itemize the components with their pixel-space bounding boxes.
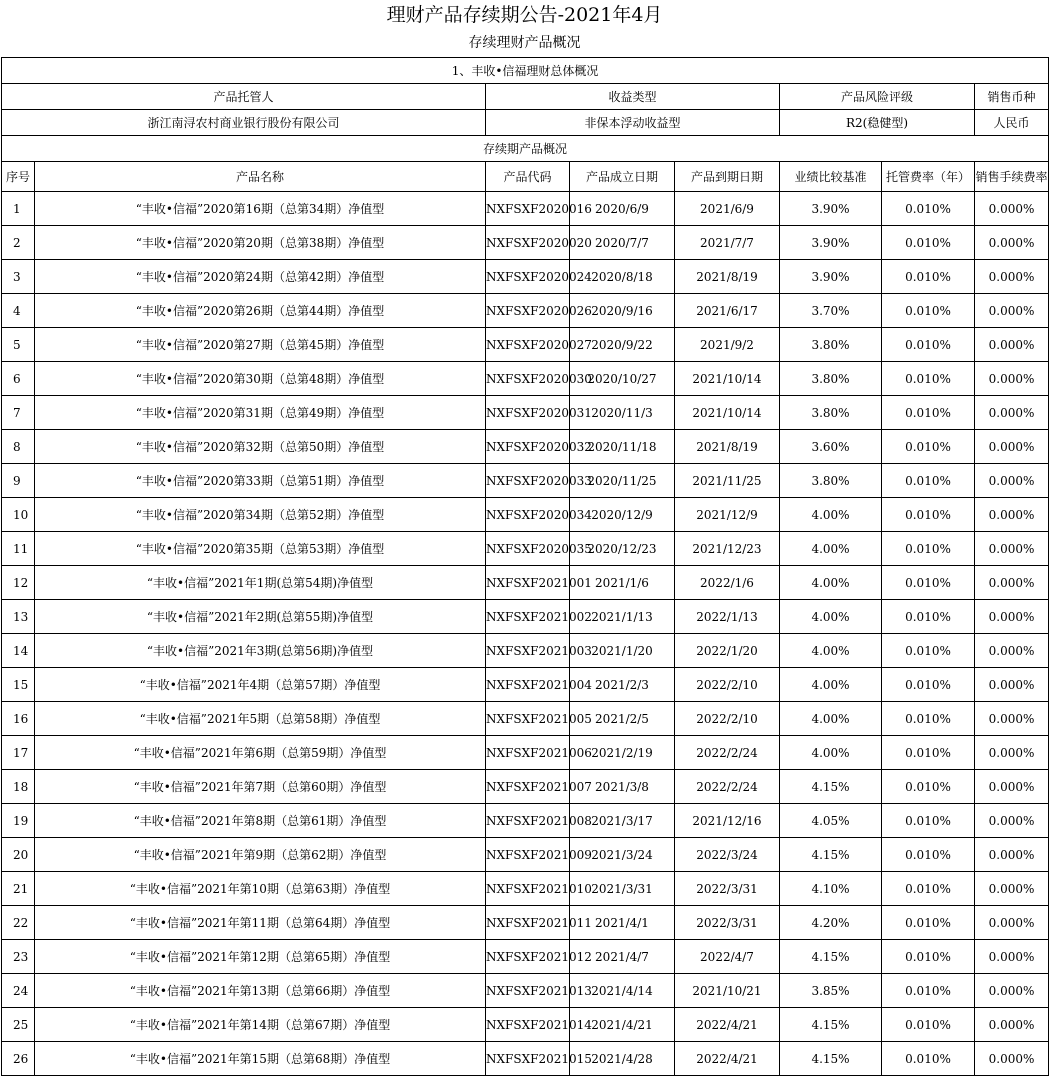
row-index: 3	[2, 260, 35, 294]
start-date: 2020/8/18	[570, 260, 675, 294]
maturity-date: 2021/8/19	[675, 260, 780, 294]
product-name: “丰收•信福”2020第20期（总第38期）净值型	[35, 226, 486, 260]
table-row	[2, 566, 1049, 600]
start-date: 2021/3/8	[570, 770, 675, 804]
product-code: NXFSXF2020035	[486, 532, 570, 566]
product-code: NXFSXF2021004	[486, 668, 570, 702]
benchmark-rate: 4.20%	[780, 906, 882, 940]
custody-fee: 0.010%	[882, 396, 975, 430]
start-date: 2020/9/22	[570, 328, 675, 362]
benchmark-rate: 4.05%	[780, 804, 882, 838]
table-row	[2, 804, 1049, 838]
sales-fee: 0.000%	[975, 974, 1049, 1008]
custody-fee: 0.010%	[882, 430, 975, 464]
start-date: 2021/4/14	[570, 974, 675, 1008]
income-type-header: 收益类型	[486, 84, 780, 110]
custody-fee: 0.010%	[882, 906, 975, 940]
maturity-date: 2022/4/21	[675, 1042, 780, 1076]
product-table	[1, 57, 1049, 1076]
product-code: NXFSXF2021008	[486, 804, 570, 838]
table-row	[2, 736, 1049, 770]
column-header: 销售手续费率	[975, 162, 1049, 192]
column-header: 产品到期日期	[675, 162, 780, 192]
products-section-title: 存续期产品概况	[2, 136, 1049, 162]
table-row	[2, 600, 1049, 634]
product-code: NXFSXF2020016	[486, 192, 570, 226]
row-index: 22	[2, 906, 35, 940]
benchmark-rate: 4.10%	[780, 872, 882, 906]
benchmark-rate: 4.00%	[780, 600, 882, 634]
table-row	[2, 906, 1049, 940]
product-name: “丰收•信福”2021年第7期（总第60期）净值型	[35, 770, 486, 804]
sales-fee: 0.000%	[975, 838, 1049, 872]
custody-fee: 0.010%	[882, 192, 975, 226]
benchmark-rate: 3.80%	[780, 396, 882, 430]
custodian-value: 浙江南浔农村商业银行股份有限公司	[2, 110, 486, 136]
row-index: 13	[2, 600, 35, 634]
start-date: 2021/3/31	[570, 872, 675, 906]
sales-fee: 0.000%	[975, 906, 1049, 940]
custody-fee: 0.010%	[882, 566, 975, 600]
table-row	[2, 1008, 1049, 1042]
product-code: NXFSXF2020034	[486, 498, 570, 532]
product-code: NXFSXF2021007	[486, 770, 570, 804]
sales-fee: 0.000%	[975, 498, 1049, 532]
custody-fee: 0.010%	[882, 600, 975, 634]
maturity-date: 2021/10/21	[675, 974, 780, 1008]
custody-fee: 0.010%	[882, 226, 975, 260]
benchmark-rate: 3.90%	[780, 226, 882, 260]
sales-fee: 0.000%	[975, 226, 1049, 260]
start-date: 2020/11/25	[570, 464, 675, 498]
column-header: 业绩比较基准	[780, 162, 882, 192]
product-name: “丰收•信福”2020第24期（总第42期）净值型	[35, 260, 486, 294]
table-row	[2, 770, 1049, 804]
table-row	[2, 634, 1049, 668]
product-name: “丰收•信福”2021年第11期（总第64期）净值型	[35, 906, 486, 940]
row-index: 26	[2, 1042, 35, 1076]
column-header: 产品代码	[486, 162, 570, 192]
product-name: “丰收•信福”2021年3期(总第56期)净值型	[35, 634, 486, 668]
benchmark-rate: 3.70%	[780, 294, 882, 328]
product-code: NXFSXF2020024	[486, 260, 570, 294]
sales-fee: 0.000%	[975, 1042, 1049, 1076]
table-row	[2, 396, 1049, 430]
table-row	[2, 702, 1049, 736]
sales-fee: 0.000%	[975, 192, 1049, 226]
start-date: 2021/1/6	[570, 566, 675, 600]
row-index: 1	[2, 192, 35, 226]
table-row	[2, 532, 1049, 566]
sales-fee: 0.000%	[975, 872, 1049, 906]
overview-section-title: 1、丰收•信福理财总体概况	[2, 58, 1049, 84]
maturity-date: 2022/2/24	[675, 736, 780, 770]
product-name: “丰收•信福”2021年第8期（总第61期）净值型	[35, 804, 486, 838]
custodian-header: 产品托管人	[2, 84, 486, 110]
product-code: NXFSXF2020027	[486, 328, 570, 362]
maturity-date: 2021/7/7	[675, 226, 780, 260]
maturity-date: 2021/8/19	[675, 430, 780, 464]
maturity-date: 2022/1/20	[675, 634, 780, 668]
benchmark-rate: 4.15%	[780, 838, 882, 872]
product-code: NXFSXF2020033	[486, 464, 570, 498]
product-code: NXFSXF2021002	[486, 600, 570, 634]
benchmark-rate: 3.90%	[780, 260, 882, 294]
maturity-date: 2022/2/10	[675, 668, 780, 702]
maturity-date: 2021/9/2	[675, 328, 780, 362]
sales-fee: 0.000%	[975, 328, 1049, 362]
table-row	[2, 838, 1049, 872]
product-name: “丰收•信福”2021年第14期（总第67期）净值型	[35, 1008, 486, 1042]
custody-fee: 0.010%	[882, 1042, 975, 1076]
benchmark-rate: 4.15%	[780, 940, 882, 974]
custody-fee: 0.010%	[882, 1008, 975, 1042]
custody-fee: 0.010%	[882, 260, 975, 294]
start-date: 2020/6/9	[570, 192, 675, 226]
sales-fee: 0.000%	[975, 804, 1049, 838]
income-type-value: 非保本浮动收益型	[486, 110, 780, 136]
table-row	[2, 362, 1049, 396]
sales-fee: 0.000%	[975, 600, 1049, 634]
benchmark-rate: 3.60%	[780, 430, 882, 464]
benchmark-rate: 4.00%	[780, 566, 882, 600]
product-name: “丰收•信福”2021年第6期（总第59期）净值型	[35, 736, 486, 770]
table-row	[2, 294, 1049, 328]
product-code: NXFSXF2021006	[486, 736, 570, 770]
maturity-date: 2021/6/9	[675, 192, 780, 226]
row-index: 16	[2, 702, 35, 736]
sales-fee: 0.000%	[975, 362, 1049, 396]
maturity-date: 2021/6/17	[675, 294, 780, 328]
product-code: NXFSXF2021010	[486, 872, 570, 906]
product-name: “丰收•信福”2021年第9期（总第62期）净值型	[35, 838, 486, 872]
product-code: NXFSXF2021013	[486, 974, 570, 1008]
start-date: 2021/1/13	[570, 600, 675, 634]
column-header-row	[2, 162, 1049, 192]
product-code: NXFSXF2021005	[486, 702, 570, 736]
row-index: 8	[2, 430, 35, 464]
custody-fee: 0.010%	[882, 532, 975, 566]
row-index: 11	[2, 532, 35, 566]
product-name: “丰收•信福”2021年第10期（总第63期）净值型	[35, 872, 486, 906]
product-code: NXFSXF2021011	[486, 906, 570, 940]
maturity-date: 2022/3/31	[675, 906, 780, 940]
maturity-date: 2022/1/6	[675, 566, 780, 600]
sales-fee: 0.000%	[975, 702, 1049, 736]
start-date: 2020/7/7	[570, 226, 675, 260]
custody-fee: 0.010%	[882, 804, 975, 838]
product-code: NXFSXF2021015	[486, 1042, 570, 1076]
product-name: “丰收•信福”2020第34期（总第52期）净值型	[35, 498, 486, 532]
page-subtitle: 存续理财产品概况	[468, 35, 581, 51]
benchmark-rate: 4.00%	[780, 736, 882, 770]
table-row	[2, 260, 1049, 294]
table-row	[2, 940, 1049, 974]
custody-fee: 0.010%	[882, 668, 975, 702]
column-header: 产品成立日期	[570, 162, 675, 192]
start-date: 2020/9/16	[570, 294, 675, 328]
maturity-date: 2021/12/9	[675, 498, 780, 532]
row-index: 10	[2, 498, 35, 532]
row-index: 17	[2, 736, 35, 770]
start-date: 2021/2/3	[570, 668, 675, 702]
custody-fee: 0.010%	[882, 940, 975, 974]
column-header: 托管费率（年）	[882, 162, 975, 192]
start-date: 2020/12/23	[570, 532, 675, 566]
product-code: NXFSXF2020026	[486, 294, 570, 328]
product-name: “丰收•信福”2021年5期（总第58期）净值型	[35, 702, 486, 736]
custody-fee: 0.010%	[882, 498, 975, 532]
product-name: “丰收•信福”2020第27期（总第45期）净值型	[35, 328, 486, 362]
maturity-date: 2022/1/13	[675, 600, 780, 634]
start-date: 2021/3/17	[570, 804, 675, 838]
currency-header: 销售币种	[975, 84, 1049, 110]
product-code: NXFSXF2021009	[486, 838, 570, 872]
sales-fee: 0.000%	[975, 770, 1049, 804]
product-name: “丰收•信福”2021年1期(总第54期)净值型	[35, 566, 486, 600]
product-name: “丰收•信福”2021年第13期（总第66期）净值型	[35, 974, 486, 1008]
row-index: 21	[2, 872, 35, 906]
table-row	[2, 226, 1049, 260]
maturity-date: 2021/12/23	[675, 532, 780, 566]
row-index: 18	[2, 770, 35, 804]
product-code: NXFSXF2021001	[486, 566, 570, 600]
sales-fee: 0.000%	[975, 396, 1049, 430]
maturity-date: 2022/2/10	[675, 702, 780, 736]
maturity-date: 2022/3/24	[675, 838, 780, 872]
product-code: NXFSXF2021003	[486, 634, 570, 668]
sales-fee: 0.000%	[975, 464, 1049, 498]
sales-fee: 0.000%	[975, 940, 1049, 974]
product-name: “丰收•信福”2021年第12期（总第65期）净值型	[35, 940, 486, 974]
start-date: 2021/1/20	[570, 634, 675, 668]
product-name: “丰收•信福”2021年第15期（总第68期）净值型	[35, 1042, 486, 1076]
row-index: 7	[2, 396, 35, 430]
sales-fee: 0.000%	[975, 260, 1049, 294]
currency-value: 人民币	[975, 110, 1049, 136]
custody-fee: 0.010%	[882, 328, 975, 362]
product-name: “丰收•信福”2020第26期（总第44期）净值型	[35, 294, 486, 328]
row-index: 9	[2, 464, 35, 498]
benchmark-rate: 3.80%	[780, 328, 882, 362]
custody-fee: 0.010%	[882, 770, 975, 804]
start-date: 2020/10/27	[570, 362, 675, 396]
maturity-date: 2022/4/7	[675, 940, 780, 974]
row-index: 6	[2, 362, 35, 396]
benchmark-rate: 4.00%	[780, 702, 882, 736]
sales-fee: 0.000%	[975, 294, 1049, 328]
benchmark-rate: 4.15%	[780, 1042, 882, 1076]
start-date: 2021/4/7	[570, 940, 675, 974]
benchmark-rate: 4.15%	[780, 770, 882, 804]
column-header: 序号	[2, 162, 35, 192]
table-row	[2, 872, 1049, 906]
product-name: “丰收•信福”2020第33期（总第51期）净值型	[35, 464, 486, 498]
custody-fee: 0.010%	[882, 974, 975, 1008]
start-date: 2020/11/18	[570, 430, 675, 464]
benchmark-rate: 4.00%	[780, 532, 882, 566]
row-index: 23	[2, 940, 35, 974]
custody-fee: 0.010%	[882, 838, 975, 872]
sales-fee: 0.000%	[975, 430, 1049, 464]
product-name: “丰收•信福”2020第16期（总第34期）净值型	[35, 192, 486, 226]
benchmark-rate: 3.80%	[780, 464, 882, 498]
start-date: 2021/4/28	[570, 1042, 675, 1076]
row-index: 4	[2, 294, 35, 328]
row-index: 20	[2, 838, 35, 872]
product-name: “丰收•信福”2020第32期（总第50期）净值型	[35, 430, 486, 464]
maturity-date: 2021/12/16	[675, 804, 780, 838]
benchmark-rate: 4.00%	[780, 498, 882, 532]
product-code: NXFSXF2021012	[486, 940, 570, 974]
sales-fee: 0.000%	[975, 634, 1049, 668]
row-index: 5	[2, 328, 35, 362]
product-code: NXFSXF2021014	[486, 1008, 570, 1042]
table-row	[2, 974, 1049, 1008]
start-date: 2021/4/1	[570, 906, 675, 940]
table-row	[2, 668, 1049, 702]
row-index: 19	[2, 804, 35, 838]
sales-fee: 0.000%	[975, 736, 1049, 770]
table-row	[2, 328, 1049, 362]
custody-fee: 0.010%	[882, 634, 975, 668]
product-code: NXFSXF2020030	[486, 362, 570, 396]
sales-fee: 0.000%	[975, 1008, 1049, 1042]
row-index: 14	[2, 634, 35, 668]
row-index: 2	[2, 226, 35, 260]
start-date: 2020/12/9	[570, 498, 675, 532]
benchmark-rate: 4.15%	[780, 1008, 882, 1042]
custody-fee: 0.010%	[882, 294, 975, 328]
sales-fee: 0.000%	[975, 566, 1049, 600]
page-title: 理财产品存续期公告-2021年4月	[386, 4, 663, 26]
row-index: 25	[2, 1008, 35, 1042]
row-index: 12	[2, 566, 35, 600]
sales-fee: 0.000%	[975, 532, 1049, 566]
table-row	[2, 430, 1049, 464]
row-index: 24	[2, 974, 35, 1008]
custody-fee: 0.010%	[882, 464, 975, 498]
start-date: 2021/2/19	[570, 736, 675, 770]
benchmark-rate: 3.80%	[780, 362, 882, 396]
benchmark-rate: 4.00%	[780, 634, 882, 668]
maturity-date: 2022/3/31	[675, 872, 780, 906]
product-code: NXFSXF2020020	[486, 226, 570, 260]
benchmark-rate: 3.85%	[780, 974, 882, 1008]
column-header: 产品名称	[35, 162, 486, 192]
custody-fee: 0.010%	[882, 362, 975, 396]
product-code: NXFSXF2020032	[486, 430, 570, 464]
product-name: “丰收•信福”2020第31期（总第49期）净值型	[35, 396, 486, 430]
maturity-date: 2021/10/14	[675, 362, 780, 396]
maturity-date: 2021/10/14	[675, 396, 780, 430]
table-row	[2, 1042, 1049, 1076]
risk-rating-value: R2(稳健型)	[780, 110, 975, 136]
custody-fee: 0.010%	[882, 702, 975, 736]
maturity-date: 2021/11/25	[675, 464, 780, 498]
sales-fee: 0.000%	[975, 668, 1049, 702]
product-name: “丰收•信福”2021年4期（总第57期）净值型	[35, 668, 486, 702]
maturity-date: 2022/2/24	[675, 770, 780, 804]
product-code: NXFSXF2020031	[486, 396, 570, 430]
risk-rating-header: 产品风险评级	[780, 84, 975, 110]
benchmark-rate: 4.00%	[780, 668, 882, 702]
table-row	[2, 464, 1049, 498]
benchmark-rate: 3.90%	[780, 192, 882, 226]
product-name: “丰收•信福”2021年2期(总第55期)净值型	[35, 600, 486, 634]
maturity-date: 2022/4/21	[675, 1008, 780, 1042]
product-name: “丰收•信福”2020第35期（总第53期）净值型	[35, 532, 486, 566]
custody-fee: 0.010%	[882, 736, 975, 770]
row-index: 15	[2, 668, 35, 702]
custody-fee: 0.010%	[882, 872, 975, 906]
start-date: 2021/3/24	[570, 838, 675, 872]
start-date: 2021/4/21	[570, 1008, 675, 1042]
product-name: “丰收•信福”2020第30期（总第48期）净值型	[35, 362, 486, 396]
table-row	[2, 192, 1049, 226]
start-date: 2020/11/3	[570, 396, 675, 430]
table-row	[2, 498, 1049, 532]
start-date: 2021/2/5	[570, 702, 675, 736]
